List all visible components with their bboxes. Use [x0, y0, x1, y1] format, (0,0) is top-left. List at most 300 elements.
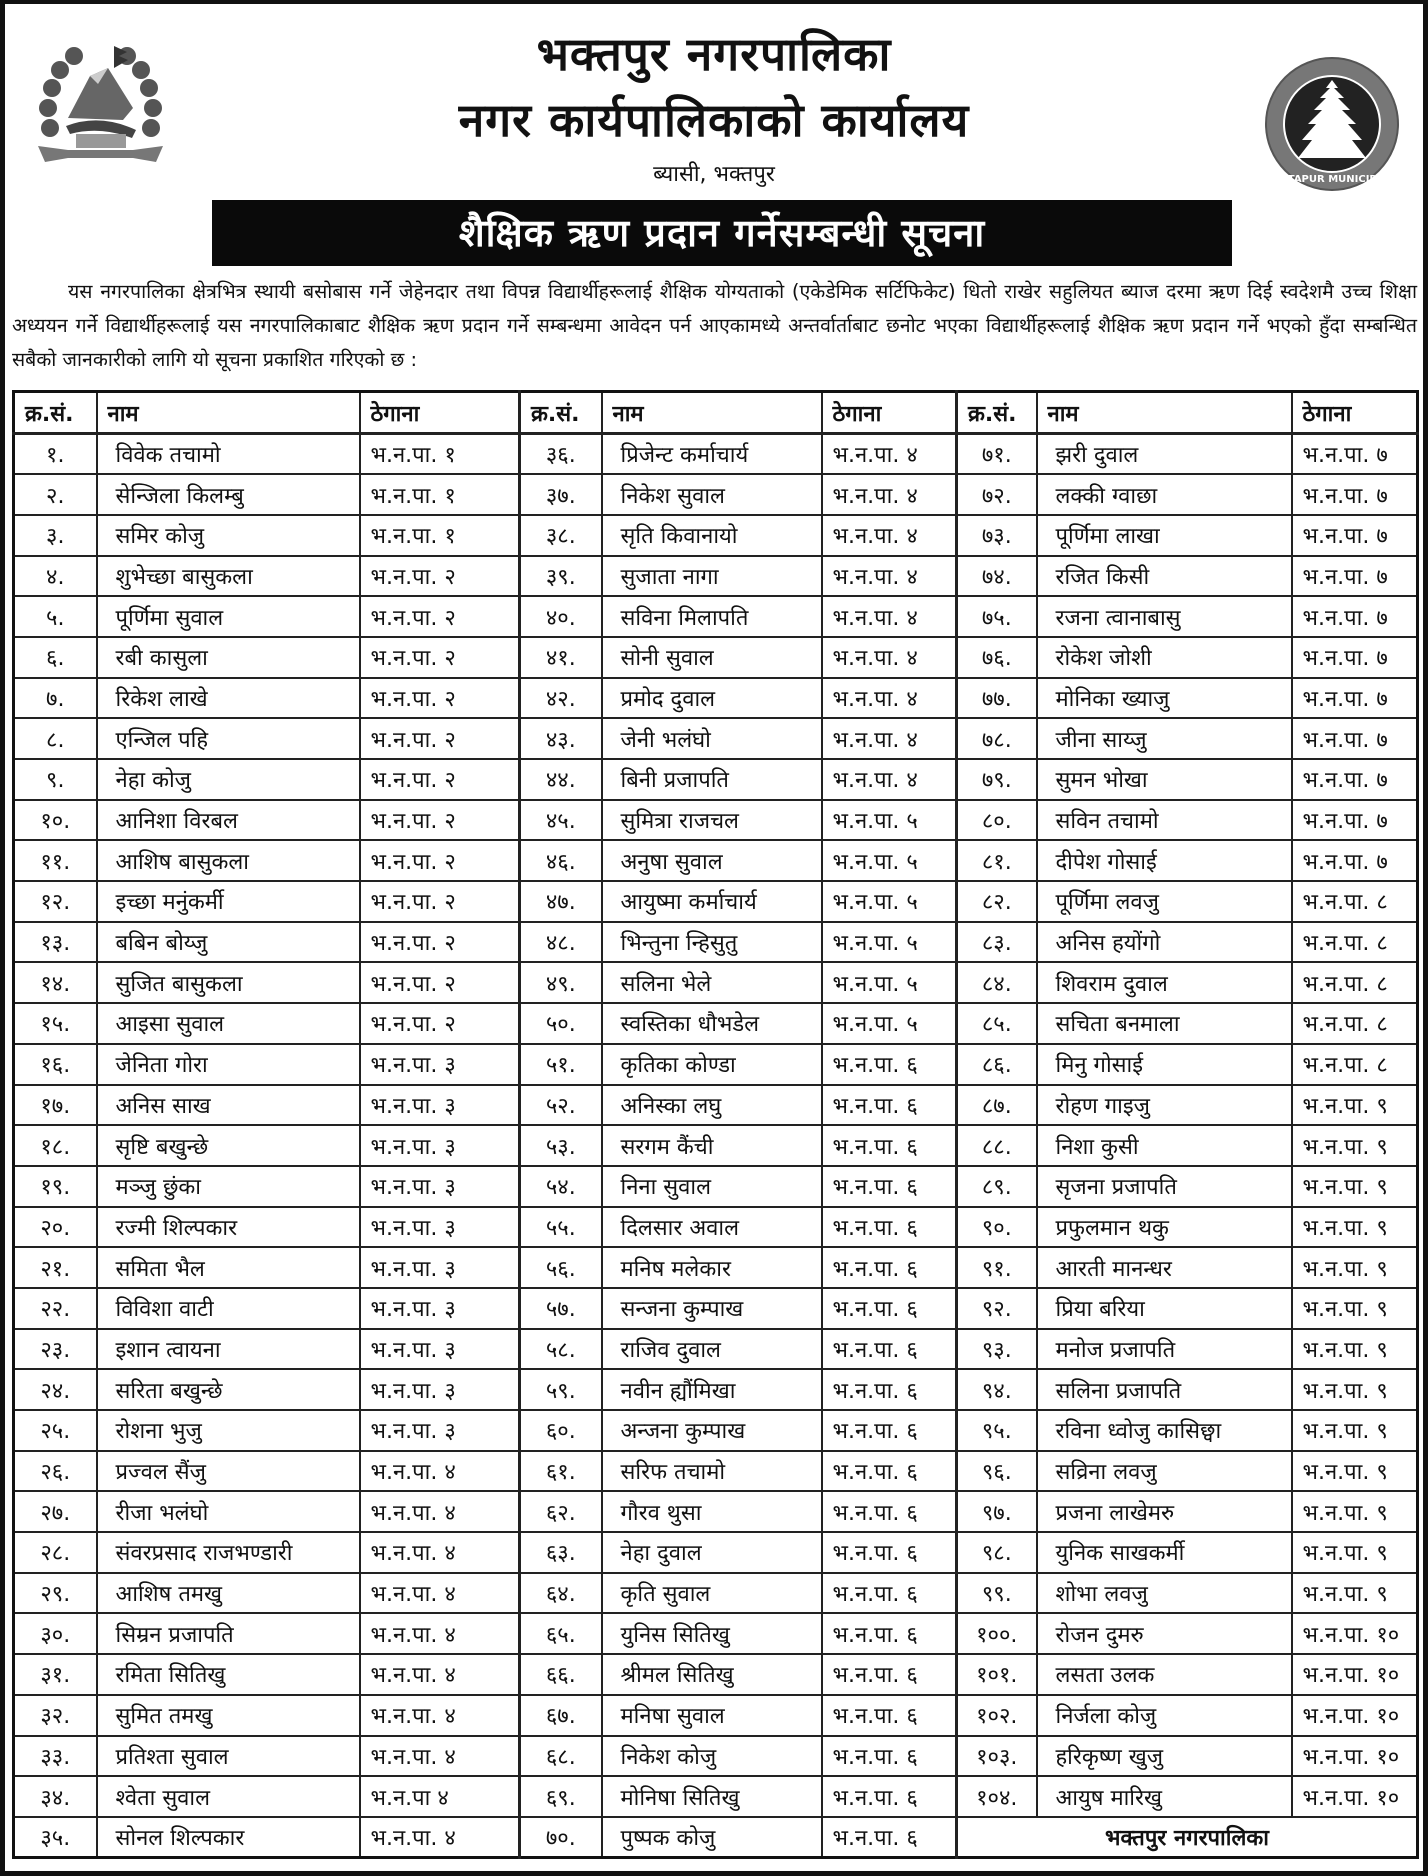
- student-name: जेनिता गोरा: [97, 1044, 360, 1085]
- office-title: नगर कार्यपालिकाको कार्यालय: [458, 93, 970, 147]
- table-row: [14, 1654, 1418, 1695]
- student-address: भ.न.पा. १: [360, 474, 520, 515]
- student-name: सिम्रन प्रजापति: [97, 1613, 360, 1654]
- student-name: आइसा सुवाल: [97, 1003, 360, 1044]
- student-name: नवीन ह्यौंमिखा: [602, 1369, 822, 1410]
- table-row: [14, 1573, 1418, 1614]
- serial-number: १०१.: [957, 1654, 1037, 1695]
- student-address: भ.न.पा. ३: [360, 1166, 520, 1207]
- serial-number: ३२.: [14, 1695, 97, 1736]
- serial-number: १२.: [14, 881, 97, 922]
- student-address: भ.न.पा. ५: [822, 881, 957, 922]
- student-name: सुजित बासुकला: [97, 962, 360, 1003]
- student-name: मिनु गोसाई: [1037, 1044, 1292, 1085]
- student-address: भ.न.पा. ६: [822, 1573, 957, 1614]
- student-name: निर्जला कोजु: [1037, 1695, 1292, 1736]
- student-address: भ.न.पा. ६: [822, 1166, 957, 1207]
- student-name: श्रीमल सितिखु: [602, 1654, 822, 1695]
- student-address: भ.न.पा. २: [360, 800, 520, 841]
- student-address: भ.न.पा. ४: [822, 637, 957, 678]
- student-address: भ.न.पा. ३: [360, 1207, 520, 1248]
- serial-number: ५०.: [520, 1003, 602, 1044]
- student-address: भ.न.पा. ९: [1292, 1410, 1418, 1451]
- serial-number: ८०.: [957, 800, 1037, 841]
- serial-number: १४.: [14, 962, 97, 1003]
- student-name: सृति किवानायो: [602, 515, 822, 556]
- table-header-row: [14, 392, 1418, 434]
- student-address: भ.न.पा. २: [360, 840, 520, 881]
- serial-number: २७.: [14, 1491, 97, 1532]
- serial-number: २५.: [14, 1410, 97, 1451]
- serial-number: ३५.: [14, 1817, 97, 1858]
- serial-number: २.: [14, 474, 97, 515]
- student-address: भ.न.पा. ३: [360, 1329, 520, 1370]
- table-row: [14, 881, 1418, 922]
- student-address: भ.न.पा. ६: [822, 1410, 957, 1451]
- serial-number: ७८.: [957, 718, 1037, 759]
- student-address: भ.न.पा. ४: [360, 1736, 520, 1777]
- serial-number: ३०.: [14, 1613, 97, 1654]
- student-address: भ.न.पा. ८: [1292, 1003, 1418, 1044]
- serial-number: ९.: [14, 759, 97, 800]
- student-name: प्रतिश्ता सुवाल: [97, 1736, 360, 1777]
- serial-number: २९.: [14, 1573, 97, 1614]
- table-row: [14, 1288, 1418, 1329]
- serial-number: १०२.: [957, 1695, 1037, 1736]
- student-name: सलिना भेले: [602, 962, 822, 1003]
- student-address: भ.न.पा. ६: [822, 1532, 957, 1573]
- student-name: सुमन भोखा: [1037, 759, 1292, 800]
- table-row: [14, 1369, 1418, 1410]
- student-address: भ.न.पा. ८: [1292, 1044, 1418, 1085]
- serial-number: ७१.: [957, 434, 1037, 475]
- table-row: [14, 922, 1418, 963]
- serial-number: १५.: [14, 1003, 97, 1044]
- student-name: निना सुवाल: [602, 1166, 822, 1207]
- student-address: भ.न.पा. २: [360, 962, 520, 1003]
- student-name: अनिस्का लघु: [602, 1085, 822, 1126]
- table-row: [14, 596, 1418, 637]
- student-name: भिन्तुना न्हिसुतु: [602, 922, 822, 963]
- serial-number: ५५.: [520, 1207, 602, 1248]
- student-name: प्रजना लाखेमरु: [1037, 1491, 1292, 1532]
- student-name: अनुषा सुवाल: [602, 840, 822, 881]
- table-row: [14, 556, 1418, 597]
- student-address: भ.न.पा. ७: [1292, 840, 1418, 881]
- student-name: रजना त्वानाबासु: [1037, 596, 1292, 637]
- serial-number: १०.: [14, 800, 97, 841]
- student-address: भ.न.पा. ९: [1292, 1491, 1418, 1532]
- student-address: भ.न.पा. १०: [1292, 1695, 1418, 1736]
- student-name: नेहा कोजु: [97, 759, 360, 800]
- student-address: भ.न.पा. ६: [822, 1491, 957, 1532]
- serial-number: ४४.: [520, 759, 602, 800]
- serial-number: ४५.: [520, 800, 602, 841]
- student-address: भ.न.पा. ३: [360, 1085, 520, 1126]
- signature-municipality: भक्तपुर नगरपालिका: [957, 1817, 1418, 1858]
- student-address: भ.न.पा. ४: [822, 515, 957, 556]
- table-row: [14, 759, 1418, 800]
- student-name: विविशा वाटी: [97, 1288, 360, 1329]
- serial-number: १३.: [14, 922, 97, 963]
- student-name: मनिष मलेकार: [602, 1247, 822, 1288]
- student-address: भ.न.पा. ६: [822, 1736, 957, 1777]
- student-name: मनोज प्रजापति: [1037, 1329, 1292, 1370]
- serial-number: ५७.: [520, 1288, 602, 1329]
- serial-number: १००.: [957, 1613, 1037, 1654]
- table-row: [14, 1613, 1418, 1654]
- student-name: प्रमोद दुवाल: [602, 678, 822, 719]
- notice-intro-paragraph: यस नगरपालिका क्षेत्रभित्र स्थायी बसोबास गर्ने जेहेनदार तथा विपन्न विद्यार्थीहरूलाई शैक्षिक योग्यताको (एकेडेमिक सर्टिफिकेट) धितो राखेर सहुलियत ब्याज दरमा ऋण दिई स्वदेशमै उच्च शिक्षा अध्ययन गर्ने विद्यार्थीहरूलाई यस नगरपालिकाबाट शैक्षिक ऋण प्रदान गर्ने सम्बन्धमा आवेदन पर्न आएकामध्ये अन्तर्वार्ताबाट छनोट भएका विद्यार्थीहरूलाई शैक्षिक ऋण प्रदान गर्ने भएको हुँदा सम्बन्धित सबैको जानकारीको लागि यो सूचना प्रकाशित गरिएको छ :: [12, 280, 1417, 371]
- student-address: भ.न.पा. ५: [822, 962, 957, 1003]
- serial-number: १.: [14, 434, 97, 475]
- table-row: [14, 718, 1418, 759]
- student-name: आशिष बासुकला: [97, 840, 360, 881]
- student-address: भ.न.पा. १: [360, 434, 520, 475]
- student-name: सव्रिना लवजु: [1037, 1451, 1292, 1492]
- table-row: [14, 1166, 1418, 1207]
- student-name: सोनी सुवाल: [602, 637, 822, 678]
- student-name: राजिव दुवाल: [602, 1329, 822, 1370]
- student-address: भ.न.पा. ५: [822, 840, 957, 881]
- table-row: [14, 1817, 1418, 1858]
- serial-number: ५.: [14, 596, 97, 637]
- serial-number: ६९.: [520, 1776, 602, 1817]
- student-name: सोनल शिल्पकार: [97, 1817, 360, 1858]
- serial-number: २८.: [14, 1532, 97, 1573]
- student-address: भ.न.पा. ४: [360, 1654, 520, 1695]
- selected-students-table: [12, 390, 1419, 1859]
- serial-number: ९८.: [957, 1532, 1037, 1573]
- student-name: जेनी भलंघो: [602, 718, 822, 759]
- student-address: भ.न.पा. ७: [1292, 718, 1418, 759]
- student-address: भ.न.पा. ९: [1292, 1369, 1418, 1410]
- student-name: रबी कासुला: [97, 637, 360, 678]
- serial-number: ६७.: [520, 1695, 602, 1736]
- serial-number: ७६.: [957, 637, 1037, 678]
- student-address: भ.न.पा. ७: [1292, 474, 1418, 515]
- table-row: [14, 1451, 1418, 1492]
- serial-number: ३४.: [14, 1776, 97, 1817]
- student-name: मनिषा सुवाल: [602, 1695, 822, 1736]
- student-address: भ.न.पा. ७: [1292, 556, 1418, 597]
- student-address: भ.न.पा. २: [360, 556, 520, 597]
- student-address: भ.न.पा. ६: [822, 1044, 957, 1085]
- student-name: आनिशा विरबल: [97, 800, 360, 841]
- student-name: नेहा दुवाल: [602, 1532, 822, 1573]
- serial-number: ५२.: [520, 1085, 602, 1126]
- student-name: आशिष तमखु: [97, 1573, 360, 1614]
- student-address: भ.न.पा. ९: [1292, 1532, 1418, 1573]
- student-name: सरगम कैंची: [602, 1125, 822, 1166]
- serial-number: २२.: [14, 1288, 97, 1329]
- serial-number: ७७.: [957, 678, 1037, 719]
- student-name: रीजा भलंघो: [97, 1491, 360, 1532]
- serial-number: ९९.: [957, 1573, 1037, 1614]
- serial-number: ३८.: [520, 515, 602, 556]
- serial-number: ३९.: [520, 556, 602, 597]
- student-address: भ.न.पा. ४: [360, 1613, 520, 1654]
- serial-number: ६१.: [520, 1451, 602, 1492]
- col-header-name: नाम: [1037, 392, 1292, 434]
- student-address: भ.न.पा. २: [360, 881, 520, 922]
- svg-text:BHAKTAPUR MUNICIPALITY: BHAKTAPUR MUNICIPALITY: [1262, 174, 1402, 185]
- student-name: कृतिका कोण्डा: [602, 1044, 822, 1085]
- student-name: अनिस साख: [97, 1085, 360, 1126]
- serial-number: २४.: [14, 1369, 97, 1410]
- table-row: [14, 1247, 1418, 1288]
- col-header-address: ठेगाना: [822, 392, 957, 434]
- col-header-address: ठेगाना: [360, 392, 520, 434]
- student-name: प्रिजेन्ट कर्माचार्य: [602, 434, 822, 475]
- student-address: भ.न.पा. ९: [1292, 1247, 1418, 1288]
- student-address: भ.न.पा. ४: [822, 718, 957, 759]
- student-address: भ.न.पा. ५: [822, 922, 957, 963]
- student-address: भ.न.पा. ८: [1292, 962, 1418, 1003]
- student-name: बबिन बोय्जु: [97, 922, 360, 963]
- student-name: रविना ध्वोजु कासिछ्वा: [1037, 1410, 1292, 1451]
- student-address: भ.न.पा. ८: [1292, 922, 1418, 963]
- student-address: भ.न.पा. २: [360, 678, 520, 719]
- col-header-name: नाम: [97, 392, 360, 434]
- col-header-sn: क्र.सं.: [520, 392, 602, 434]
- student-address: भ.न.पा. ९: [1292, 1329, 1418, 1370]
- serial-number: ९७.: [957, 1491, 1037, 1532]
- student-address: भ.न.पा. ५: [822, 800, 957, 841]
- student-address: भ.न.पा. ९: [1292, 1288, 1418, 1329]
- student-address: भ.न.पा. ७: [1292, 759, 1418, 800]
- student-name: सृष्टि बखुन्छे: [97, 1125, 360, 1166]
- serial-number: ९४.: [957, 1369, 1037, 1410]
- student-address: भ.न.पा. ९: [1292, 1085, 1418, 1126]
- serial-number: ५६.: [520, 1247, 602, 1288]
- student-address: भ.न.पा. ३: [360, 1044, 520, 1085]
- student-address: भ.न.पा. २: [360, 718, 520, 759]
- table-row: [14, 1532, 1418, 1573]
- municipality-title: भक्तपुर नगरपालिका: [536, 27, 892, 81]
- student-name: रमिता सितिखु: [97, 1654, 360, 1695]
- student-address: भ.न.पा. ६: [822, 1288, 957, 1329]
- serial-number: १७.: [14, 1085, 97, 1126]
- col-header-address: ठेगाना: [1292, 392, 1418, 434]
- student-address: भ.न.पा. ६: [822, 1613, 957, 1654]
- table-row: [14, 1736, 1418, 1777]
- student-name: पूर्णिमा सुवाल: [97, 596, 360, 637]
- serial-number: ८९.: [957, 1166, 1037, 1207]
- serial-number: ७२.: [957, 474, 1037, 515]
- student-address: भ.न.पा. ६: [822, 1207, 957, 1248]
- student-name: रज्मी शिल्पकार: [97, 1207, 360, 1248]
- student-address: भ.न.पा. ४: [822, 678, 957, 719]
- student-name: सरिफ तचामो: [602, 1451, 822, 1492]
- student-name: पूर्णिमा लाखा: [1037, 515, 1292, 556]
- student-address: भ.न.पा. १०: [1292, 1613, 1418, 1654]
- student-address: भ.न.पा. ९: [1292, 1125, 1418, 1166]
- student-address: भ.न.पा. ३: [360, 1369, 520, 1410]
- table-row: [14, 678, 1418, 719]
- student-address: भ.न.पा. ६: [822, 1451, 957, 1492]
- serial-number: ३७.: [520, 474, 602, 515]
- table-row: [14, 800, 1418, 841]
- serial-number: ६८.: [520, 1736, 602, 1777]
- student-name: गौरव थुसा: [602, 1491, 822, 1532]
- serial-number: ५४.: [520, 1166, 602, 1207]
- serial-number: ५९.: [520, 1369, 602, 1410]
- serial-number: १०३.: [957, 1736, 1037, 1777]
- student-address: भ.न.पा. ८: [1292, 881, 1418, 922]
- table-row: [14, 1003, 1418, 1044]
- serial-number: ६६.: [520, 1654, 602, 1695]
- table-row: [14, 1776, 1418, 1817]
- student-address: भ.न.पा. ४: [360, 1573, 520, 1614]
- serial-number: ३.: [14, 515, 97, 556]
- serial-number: ४७.: [520, 881, 602, 922]
- serial-number: १६.: [14, 1044, 97, 1085]
- student-address: भ.न.पा. ७: [1292, 434, 1418, 475]
- student-name: आयुष्मा कर्माचार्य: [602, 881, 822, 922]
- table-row: [14, 1695, 1418, 1736]
- student-name: दीपेश गोसाई: [1037, 840, 1292, 881]
- notice-title-banner: शैक्षिक ऋण प्रदान गर्नेसम्बन्धी सूचना: [212, 200, 1232, 266]
- student-name: आरती मानन्धर: [1037, 1247, 1292, 1288]
- table-row: [14, 1085, 1418, 1126]
- table-row: [14, 434, 1418, 475]
- student-address: भ.न.पा ४: [360, 1776, 520, 1817]
- student-name: रोहण गाइजु: [1037, 1085, 1292, 1126]
- student-address: भ.न.पा. ६: [822, 1369, 957, 1410]
- serial-number: ९१.: [957, 1247, 1037, 1288]
- table-row: [14, 1207, 1418, 1248]
- serial-number: ८.: [14, 718, 97, 759]
- student-name: शोभा लवजु: [1037, 1573, 1292, 1614]
- student-address: भ.न.पा. १: [360, 515, 520, 556]
- student-address: भ.न.पा. ७: [1292, 515, 1418, 556]
- serial-number: २३.: [14, 1329, 97, 1370]
- student-name: सरिता बखुन्छे: [97, 1369, 360, 1410]
- serial-number: ७९.: [957, 759, 1037, 800]
- student-name: सुजाता नागा: [602, 556, 822, 597]
- student-address: भ.न.पा. ९: [1292, 1451, 1418, 1492]
- office-location: ब्यासी, भक्तपुर: [653, 162, 775, 187]
- student-name: हरिकृष्ण खुजु: [1037, 1736, 1292, 1777]
- serial-number: ७३.: [957, 515, 1037, 556]
- student-address: भ.न.पा. ७: [1292, 678, 1418, 719]
- student-name: रोशना भुजु: [97, 1410, 360, 1451]
- student-address: भ.न.पा. २: [360, 1003, 520, 1044]
- table-row: [14, 962, 1418, 1003]
- table-row: [14, 1125, 1418, 1166]
- serial-number: ८२.: [957, 881, 1037, 922]
- serial-number: ८४.: [957, 962, 1037, 1003]
- student-address: भ.न.पा. ९: [1292, 1166, 1418, 1207]
- student-address: भ.न.पा. ६: [822, 1247, 957, 1288]
- student-name: जीना साय्जु: [1037, 718, 1292, 759]
- serial-number: ९०.: [957, 1207, 1037, 1248]
- student-name: पूर्णिमा लवजु: [1037, 881, 1292, 922]
- student-address: भ.न.पा. ६: [822, 1817, 957, 1858]
- serial-number: ७०.: [520, 1817, 602, 1858]
- serial-number: १९.: [14, 1166, 97, 1207]
- student-name: समिता भैल: [97, 1247, 360, 1288]
- serial-number: २०.: [14, 1207, 97, 1248]
- student-address: भ.न.पा. ३: [360, 1288, 520, 1329]
- student-address: भ.न.पा. ३: [360, 1247, 520, 1288]
- student-address: भ.न.पा. ४: [822, 596, 957, 637]
- serial-number: ६.: [14, 637, 97, 678]
- student-name: श्वेता सुवाल: [97, 1776, 360, 1817]
- student-address: भ.न.पा. २: [360, 922, 520, 963]
- student-name: रिकेश लाखे: [97, 678, 360, 719]
- student-address: भ.न.पा. १०: [1292, 1776, 1418, 1817]
- serial-number: ६५.: [520, 1613, 602, 1654]
- student-name: संवरप्रसाद राजभण्डारी: [97, 1532, 360, 1573]
- student-name: प्रिया बरिया: [1037, 1288, 1292, 1329]
- serial-number: ७४.: [957, 556, 1037, 597]
- student-address: भ.न.पा. ६: [822, 1695, 957, 1736]
- student-name: युनिस सितिखु: [602, 1613, 822, 1654]
- serial-number: ३१.: [14, 1654, 97, 1695]
- student-name: प्रफुलमान थकु: [1037, 1207, 1292, 1248]
- student-name: लक्की ग्वाछा: [1037, 474, 1292, 515]
- student-address: भ.न.पा. १०: [1292, 1736, 1418, 1777]
- student-address: भ.न.पा. ४: [822, 556, 957, 597]
- serial-number: ४.: [14, 556, 97, 597]
- serial-number: १८.: [14, 1125, 97, 1166]
- student-address: भ.न.पा. २: [360, 637, 520, 678]
- student-name: इच्छा मनुंकर्मी: [97, 881, 360, 922]
- student-name: समिर कोजु: [97, 515, 360, 556]
- student-name: सविन तचामो: [1037, 800, 1292, 841]
- student-name: निशा कुसी: [1037, 1125, 1292, 1166]
- serial-number: ५१.: [520, 1044, 602, 1085]
- student-address: भ.न.पा. ४: [360, 1491, 520, 1532]
- student-name: शिवराम दुवाल: [1037, 962, 1292, 1003]
- student-name: लसता उलक: [1037, 1654, 1292, 1695]
- serial-number: ४१.: [520, 637, 602, 678]
- student-name: सेन्जिला किलम्बु: [97, 474, 360, 515]
- serial-number: २१.: [14, 1247, 97, 1288]
- student-name: प्रज्वल सैंजु: [97, 1451, 360, 1492]
- serial-number: ८३.: [957, 922, 1037, 963]
- serial-number: ४६.: [520, 840, 602, 881]
- student-name: युनिक साखकर्मी: [1037, 1532, 1292, 1573]
- student-address: भ.न.पा. ९: [1292, 1573, 1418, 1614]
- student-name: शुभेच्छा बासुकला: [97, 556, 360, 597]
- serial-number: ६३.: [520, 1532, 602, 1573]
- serial-number: ७.: [14, 678, 97, 719]
- student-name: दिलसार अवाल: [602, 1207, 822, 1248]
- student-name: अनिस हयोंगो: [1037, 922, 1292, 963]
- serial-number: ९२.: [957, 1288, 1037, 1329]
- student-address: भ.न.पा. ४: [822, 434, 957, 475]
- serial-number: ११.: [14, 840, 97, 881]
- student-name: इशान त्वायना: [97, 1329, 360, 1370]
- student-name: कृति सुवाल: [602, 1573, 822, 1614]
- serial-number: ६२.: [520, 1491, 602, 1532]
- student-name: सविना मिलापति: [602, 596, 822, 637]
- student-name: पुष्पक कोजु: [602, 1817, 822, 1858]
- serial-number: ४०.: [520, 596, 602, 637]
- student-address: भ.न.पा. ९: [1292, 1207, 1418, 1248]
- student-name: रोकेश जोशी: [1037, 637, 1292, 678]
- student-address: भ.न.पा. ७: [1292, 596, 1418, 637]
- table-row: [14, 1491, 1418, 1532]
- student-name: आयुष मारिखु: [1037, 1776, 1292, 1817]
- serial-number: ८५.: [957, 1003, 1037, 1044]
- table-row: [14, 637, 1418, 678]
- table-row: [14, 1329, 1418, 1370]
- serial-number: ९६.: [957, 1451, 1037, 1492]
